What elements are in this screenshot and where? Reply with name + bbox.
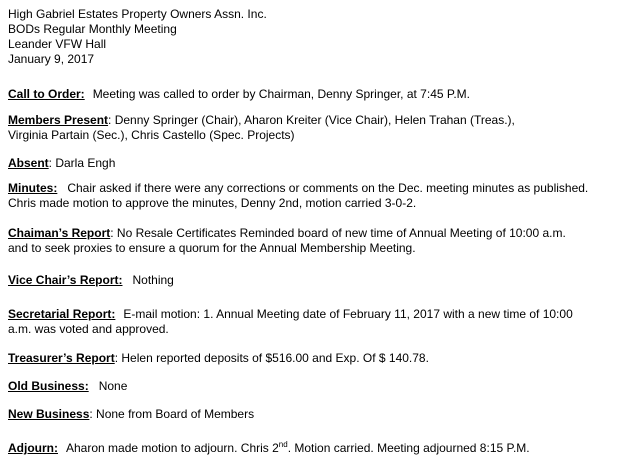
chairman-report-section: [8, 226, 566, 256]
chairman-report-text-line1: : No Resale Certificates Reminded board of new time of Annual Meeting of 10:00 a.m.: [110, 226, 566, 240]
adjourn-text-before: Aharon made motion to adjourn. Chris 2: [66, 441, 279, 455]
absent-label: Absent: [8, 156, 49, 170]
association-name: High Gabriel Estates Property Owners Assn. Inc.: [8, 7, 267, 21]
adjourn-superscript: nd: [278, 440, 288, 449]
call-to-order-label: Call to Order:: [8, 87, 85, 101]
call-to-order-section: [8, 87, 470, 102]
minutes-label: Minutes:: [8, 181, 58, 195]
secretarial-report-text-line1: E-mail motion: 1. Annual Meeting date of February 11, 2017 with a new time of 10:00: [123, 307, 573, 321]
treasurer-report-text: : Helen reported deposits of $516.00 and Exp. Of $ 140.78.: [114, 351, 429, 365]
vice-chair-report-section: [8, 273, 174, 288]
document-header: [8, 7, 267, 67]
meeting-location: Leander VFW Hall: [8, 37, 107, 51]
secretarial-report-text-line2: a.m. was voted and approved.: [8, 322, 169, 336]
chairman-report-text-line2: and to seek proxies to ensure a quorum for the Annual Membership Meeting.: [8, 241, 416, 255]
members-present-text-line2: Virginia Partain (Sec.), Chris Castello (Spec. Projects): [8, 128, 295, 142]
chairman-report-label: Chaiman’s Report: [8, 226, 111, 240]
new-business-text: : None from Board of Members: [89, 407, 255, 421]
treasurer-report-label: Treasurer’s Report: [8, 351, 115, 365]
meeting-date: January 9, 2017: [8, 52, 95, 66]
vice-chair-report-label: Vice Chair’s Report:: [8, 273, 123, 287]
secretarial-report-section: [8, 307, 573, 337]
adjourn-label: Adjourn:: [8, 441, 58, 455]
members-present-section: [8, 113, 515, 143]
adjourn-section: [8, 441, 530, 456]
secretarial-report-label: Secretarial Report:: [8, 307, 116, 321]
absent-section: [8, 156, 115, 171]
old-business-text: None: [98, 379, 128, 393]
old-business-section: [8, 379, 127, 394]
treasurer-report-section: [8, 351, 429, 366]
meeting-type: BODs Regular Monthly Meeting: [8, 22, 177, 36]
adjourn-text-after: . Motion carried. Meeting adjourned 8:15 P.M.: [287, 441, 530, 455]
members-present-text-line1: : Denny Springer (Chair), Aharon Kreiter (Vice Chair), Helen Trahan (Treas.),: [108, 113, 515, 127]
new-business-label: New Business: [8, 407, 90, 421]
new-business-section: [8, 407, 254, 422]
call-to-order-text: Meeting was called to order by Chairman, Denny Springer, at 7:45 P.M.: [92, 87, 470, 101]
minutes-text-line2: Chris made motion to approve the minutes, Denny 2nd, motion carried 3-0-2.: [8, 196, 417, 210]
members-present-label: Members Present: [8, 113, 109, 127]
minutes-section: [8, 181, 588, 211]
old-business-label: Old Business:: [8, 379, 89, 393]
minutes-text-line1: Chair asked if there were any corrections or comments on the Dec. meeting minutes as published.: [67, 181, 589, 195]
vice-chair-report-text: Nothing: [132, 273, 174, 287]
absent-text: : Darla Engh: [48, 156, 116, 170]
